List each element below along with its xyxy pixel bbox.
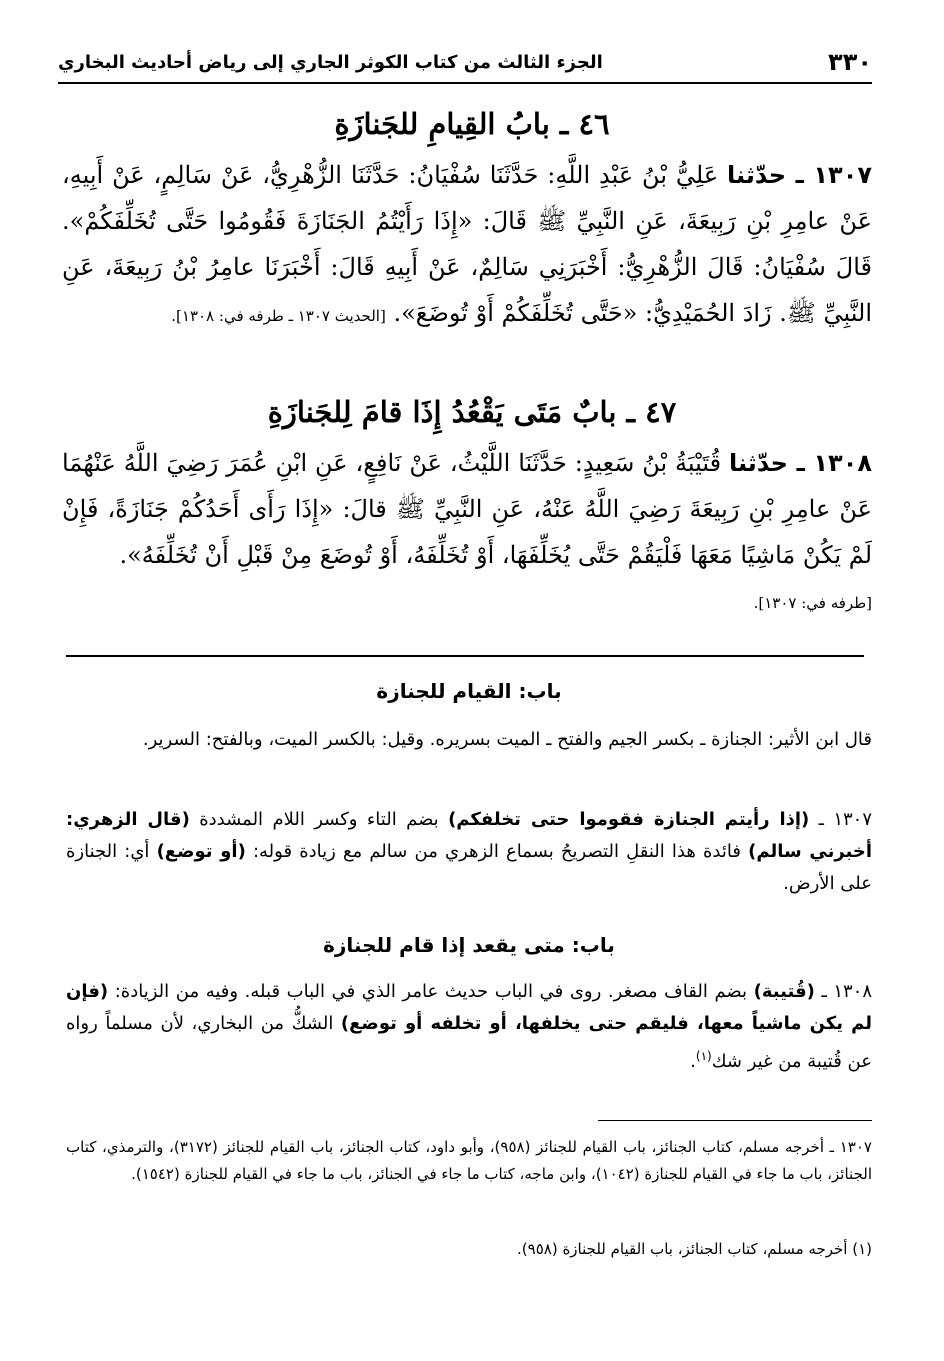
commentary-para-3 bbox=[66, 976, 872, 1078]
para-3-bold-2: (فإن لم يكن ماشياً معها، فليقم حتى يخلفها، أو تخلفه أو توضع) bbox=[66, 981, 872, 1034]
para-2-bold-2: (قال الزهري: أخبرني سالم) bbox=[66, 809, 873, 862]
hadith-1307-lead: ١٣٠٧ ـ حدّثنا bbox=[727, 161, 872, 189]
hadith-1307 bbox=[62, 152, 872, 339]
hadith-1308-reference: [طرفه في: ١٣٠٧]. bbox=[753, 594, 872, 612]
footnote-1: (١) أخرجه مسلم، كتاب الجنائز، باب القيام للجنازة (٩٥٨). bbox=[517, 1240, 872, 1258]
para-2-text-1: بضم التاء وكسر اللام المشددة bbox=[189, 809, 449, 830]
hadith-1308 bbox=[62, 440, 872, 578]
para-3-text-1: بضم القاف مصغر. روى في الباب حديث عامر الذي في الباب قبله. وفيه من الزيادة: bbox=[108, 981, 754, 1002]
para-3-bold-1: (قُتيبة) bbox=[753, 981, 815, 1002]
footnote-1307: ١٣٠٧ ـ أخرجه مسلم، كتاب الجنائز، باب القيام للجنائز (٩٥٨)، وأبو داود، كتاب الجنائز، باب القيام للجنائز (٣١٧٢)، والترمذي، كتاب الجنائز، باب ما جاء في القيام للجنازة (١٠٤٢)، وابن ماجه، كتاب ما جاء في الجنائز، باب ما جاء في القيام للجنازة (١٥٤٢). bbox=[66, 1138, 872, 1183]
hadith-1307-reference: [الحديث ١٣٠٧ ـ طرفه في: ١٣٠٨]. bbox=[171, 307, 386, 325]
hadith-1308-text: قُتَيْبَةُ بْنُ سَعِيدٍ: حَدَّثَنَا اللَّيْثُ، عَنْ نَافِعٍ، عَنِ ابْنِ عُمَرَ رَضِيَ اللَّهُ عَنْهُمَا عَنْ عامِرِ بْنِ رَبِيعَةَ رَضِيَ اللَّهُ عَنْهُ، عَنِ النَّبِيِّ ﷺ قالَ: «إِذَا رَأَى أَحَدُكُمْ جَنَازَةً، فَإِنْ لَمْ يَكُنْ مَاشِيًا مَعَهَا فَلْيَقُمْ حَتَّى يُخَلِّفَهَا، أَوْ تُخَلِّفَهُ، أَوْ تُوضَعَ مِنْ قَبْلِ أَنْ تُخَلِّفَهُ». bbox=[62, 449, 872, 569]
para-2-bold-3: (أو توضع) bbox=[156, 841, 246, 862]
commentary-para-1: قال ابن الأثير: الجنازة ـ بكسر الجيم والفتح ـ الميت بسريره. وقيل: بالكسر الميت، وبالفتح: السرير. bbox=[142, 729, 872, 750]
para-3-text-3: . bbox=[690, 1051, 696, 1072]
page-number: ٣٣٠ bbox=[828, 48, 872, 76]
hadith-1307-text: عَلِيُّ بْنُ عَبْدِ اللَّهِ: حَدَّثَنَا سُفْيَانُ: حَدَّثَنَا الزُّهْرِيُّ، عَنْ سَالِمٍ، عَنْ أَبِيهِ، عَنْ عامِرِ بْنِ رَبِيعَةَ، عَنِ النَّبِيِّ ﷺ قَالَ: «إِذَا رَأَيْتُمُ الجَنَازَةَ فَقُومُوا حَتَّى تُخَلِّفَكُمْ». قَالَ سُفْيَانُ: قَالَ الزُّهْرِيُّ: أَخْبَرَنِي سَالِمٌ، عَنْ أَبِيهِ قَالَ: أَخْبَرَنَا عامِرُ بْنُ رَبِيعَةَ، عَنِ النَّبِيِّ ﷺ. زَادَ الحُمَيْدِيُّ: «حَتَّى تُخَلِّفَكُمْ أَوْ تُوضَعَ». bbox=[62, 161, 872, 327]
para-2-bold-1: (إذا رأيتم الجنازة فقوموا حتى تخلفكم) bbox=[448, 809, 810, 830]
commentary-divider bbox=[66, 655, 864, 657]
footnote-divider bbox=[598, 1120, 872, 1121]
para-2-text-2: فائدة هذا النقلِ التصريحُ بسماع الزهري من سالم مع زيادة قوله: bbox=[245, 841, 749, 862]
para-2-number: ١٣٠٧ ـ bbox=[809, 809, 873, 830]
hadith-1308-lead: ١٣٠٨ ـ حدّثنا bbox=[729, 449, 872, 477]
hadith-1308-ref-line bbox=[62, 582, 872, 621]
commentary-section-1-title: باب: القيام للجنازة bbox=[376, 679, 562, 703]
chapter-46-title: ٤٦ ـ بابُ القِيامِ للجَنازَةِ bbox=[334, 107, 610, 141]
footnote-marker-1[interactable]: (١) bbox=[695, 1049, 712, 1063]
para-2-text-3: أي: الجنازة على الأرض. bbox=[66, 841, 872, 894]
commentary-section-2-title: باب: متى يقعد إذا قام للجنازة bbox=[323, 933, 615, 957]
running-title: الجزء الثالث من كتاب الكوثر الجاري إلى رياض أحاديث البخاري bbox=[58, 51, 603, 73]
page-header bbox=[58, 42, 872, 84]
commentary-para-2 bbox=[66, 804, 872, 900]
para-3-text-2: الشكُّ من البخاري، لأن مسلماً رواه عن قُتيبة من غير شك bbox=[66, 1013, 872, 1072]
chapter-47-title: ٤٧ ـ بابٌ مَتَى يَقْعُدُ إِذَا قامَ لِلجَنازَةِ bbox=[267, 395, 677, 429]
para-3-number: ١٣٠٨ ـ bbox=[814, 981, 872, 1002]
